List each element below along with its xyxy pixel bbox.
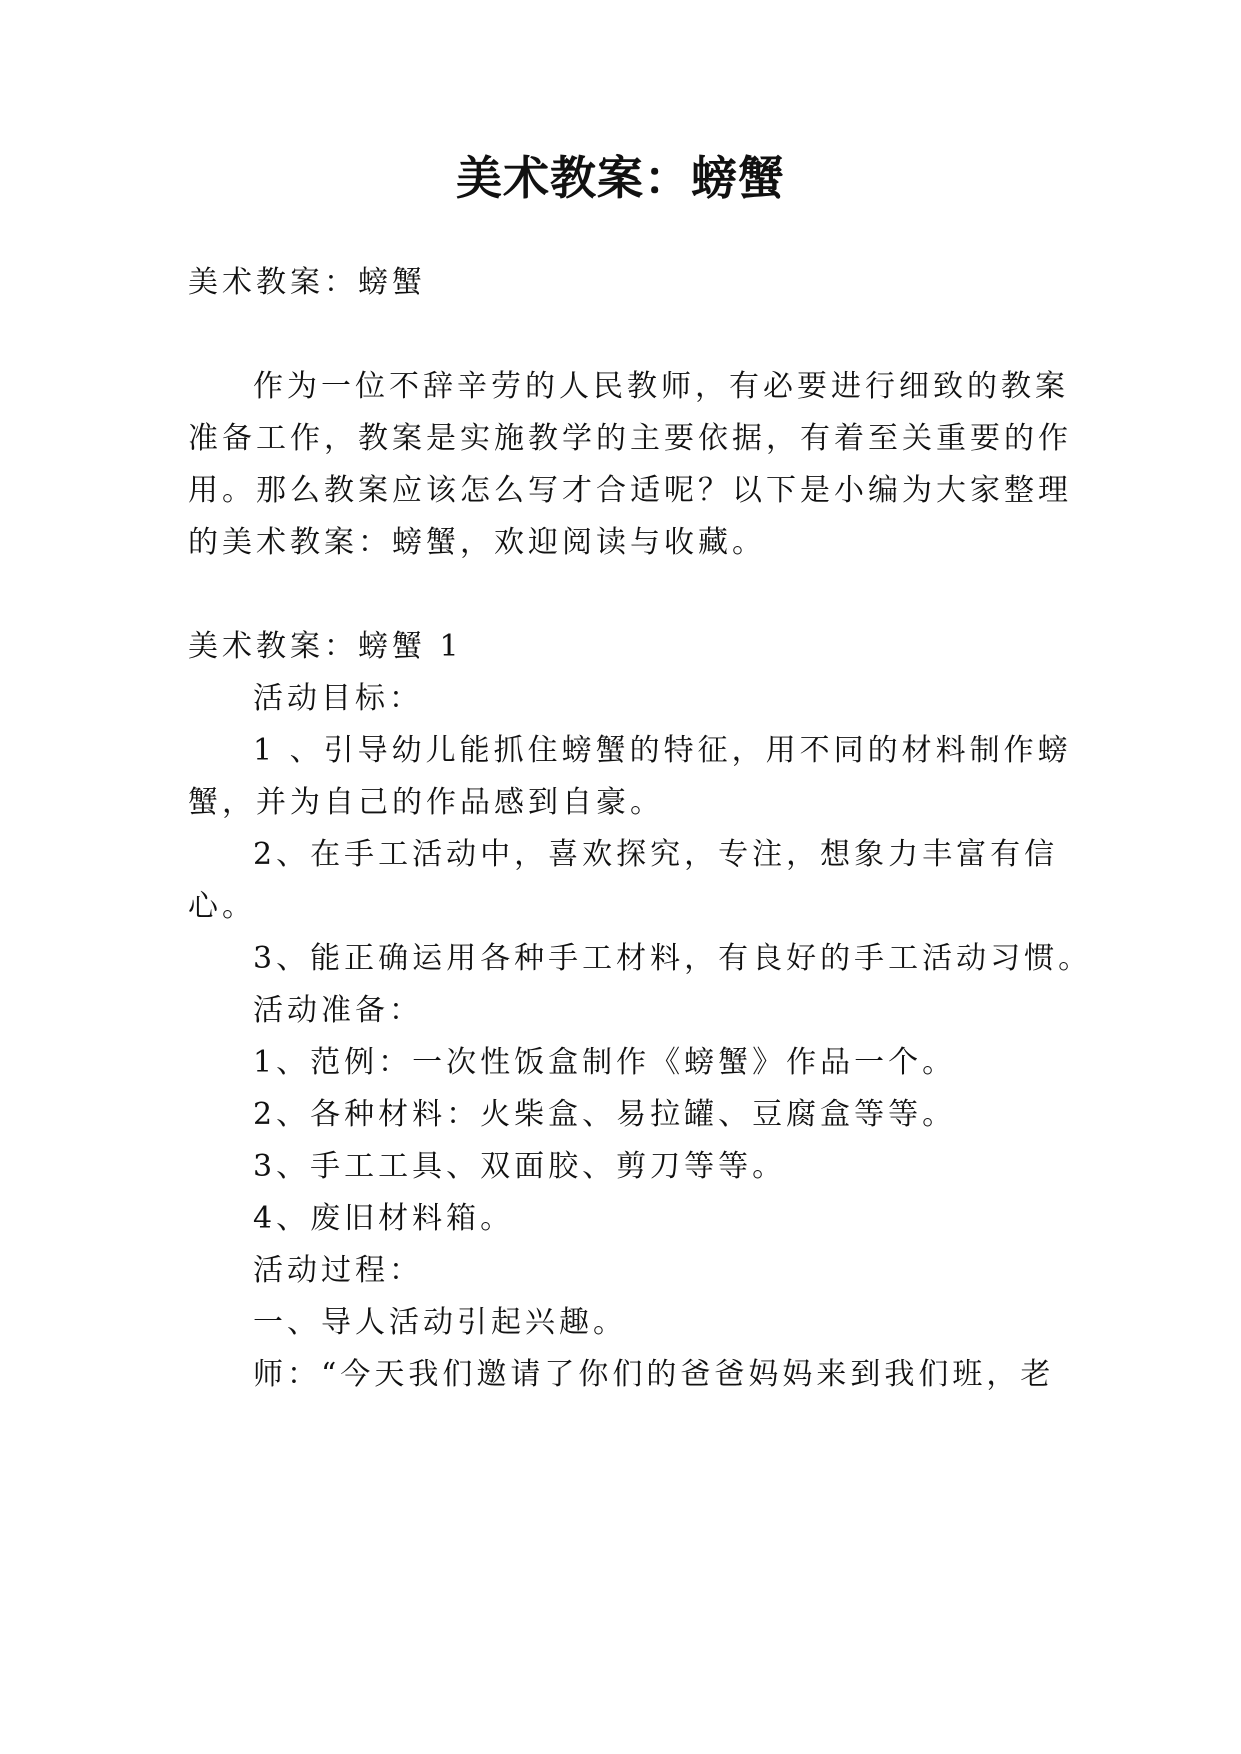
- intro-line-2: 准备工作，教案是实施教学的主要依据，有着至关重要的作: [188, 421, 1072, 456]
- goal-1-line-1: 1 、引导幼儿能抓住螃蟹的特征，用不同的材料制作螃: [253, 733, 1072, 768]
- section-heading: 美术教案：螃蟹 1: [188, 629, 463, 664]
- prep-item-2: 2、各种材料：火柴盒、易拉罐、豆腐盒等等。: [253, 1097, 957, 1132]
- goal-1-line-2: 蟹，并为自己的作品感到自豪。: [188, 785, 664, 820]
- prep-item-3: 3、手工工具、双面胶、剪刀等等。: [253, 1149, 787, 1184]
- intro-line-4: 的美术教案：螃蟹，欢迎阅读与收藏。: [188, 525, 766, 560]
- prep-label: 活动准备：: [253, 993, 423, 1028]
- goal-3: 3、能正确运用各种手工材料，有良好的手工活动习惯。: [253, 941, 1093, 976]
- prep-item-4: 4、废旧材料箱。: [253, 1201, 515, 1236]
- prep-item-1: 1、范例：一次性饭盒制作《螃蟹》作品一个。: [253, 1045, 957, 1080]
- intro-line-1: 作为一位不辞辛劳的人民教师，有必要进行细致的教案: [253, 369, 1069, 404]
- goal-2-line-2: 心。: [188, 889, 256, 924]
- goal-2-line-1: 2、在手工活动中，喜欢探究，专注，想象力丰富有信: [253, 837, 1059, 872]
- process-label: 活动过程：: [253, 1253, 423, 1288]
- intro-line-3: 用。那么教案应该怎么写才合适呢？以下是小编为大家整理: [188, 473, 1072, 508]
- subtitle: 美术教案：螃蟹: [188, 265, 426, 300]
- process-step-1: 一、导人活动引起兴趣。: [253, 1305, 627, 1340]
- goals-label: 活动目标：: [253, 681, 423, 716]
- process-quote: 师：“今天我们邀请了你们的爸爸妈妈来到我们班，老: [253, 1357, 1055, 1392]
- page-title: 美术教案：螃蟹: [456, 151, 785, 205]
